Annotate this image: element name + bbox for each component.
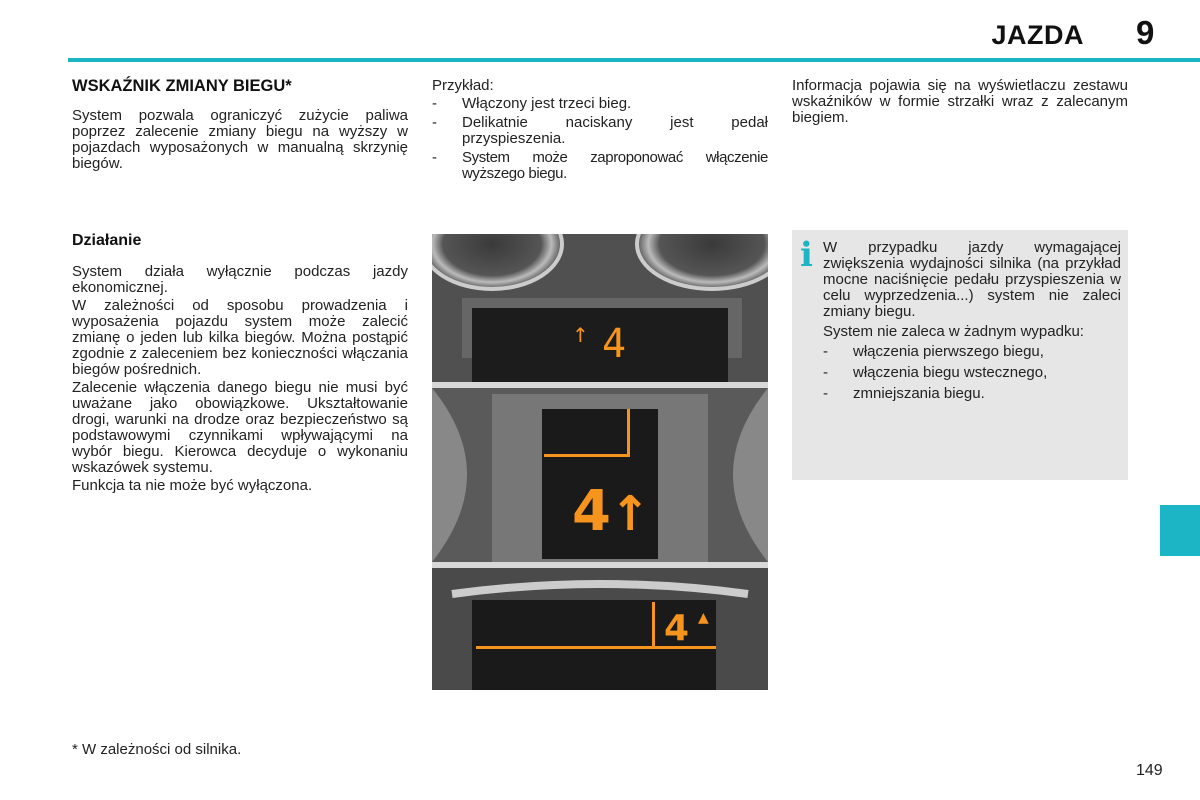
up-arrow-icon: ↑ [572, 323, 589, 347]
note-paragraph: W przypadku jazdy wymagającej zwiększenia wydajności silnika (na przykład mocne naciśnięcie pedału przyspieszenia w celu wyprzedzenia...) system nie zaleci zmiany biegu. [823, 239, 1121, 320]
intro-paragraph: System pozwala ograniczyć zużycie paliwa poprzez zalecenie zmiany biegu na wyższy w pojazdach wyposażonych w manualną skrzynię biegów. [72, 107, 408, 172]
operation-paragraph: Funkcja ta nie może być wyłączona. [72, 477, 313, 494]
example-label: Przykład: [432, 77, 494, 94]
up-arrow-icon: ↑ [610, 486, 651, 542]
note-paragraph: System nie zaleca w żadnym wypadku: [823, 323, 1084, 340]
list-item: - Włączony jest trzeci bieg. [432, 95, 632, 112]
cluster-photo-middle [432, 388, 768, 562]
cluster-photo-top [432, 234, 768, 384]
list-item: - Delikatnie naciskany jest pedał przyspieszenia. [432, 114, 768, 147]
cluster-illustration [432, 234, 768, 690]
cluster-photo-bottom [432, 568, 768, 690]
list-item: - System może zaproponować włączenie wyższego biegu. [432, 149, 768, 182]
gear-digit-top: 4 [602, 321, 627, 367]
list-item: - włączenia pierwszego biegu, [823, 343, 1044, 360]
note-list [823, 344, 1121, 402]
photo-divider [432, 562, 768, 568]
header-rule [68, 58, 1200, 62]
chapter-number: 9 [1136, 14, 1155, 51]
subheading-operation: Działanie [72, 232, 142, 249]
photo-divider [432, 382, 768, 388]
chapter-title: JAZDA [991, 20, 1084, 50]
gear-digit-bottom: 4 [664, 608, 690, 649]
info-icon: i [800, 235, 813, 275]
gear-digit-middle: 4 [572, 479, 611, 544]
page-number: 149 [1136, 762, 1163, 779]
instrument-cluster-photos [432, 234, 768, 690]
operation-paragraph: System działa wyłącznie podczas jazdy ekonomicznej. [72, 263, 408, 296]
operation-paragraph: Zalecenie włączenia danego biegu nie musi być uważane jako obowiązkowe. Ukształtowanie drogi, warunki na drodze oraz bezpieczeństwo są podstawowymi czynnikami wpływającymi na wybór biegu. Kierowca decyduje o wykonaniu wskazówek systemu. [72, 379, 408, 476]
list-item: - zmniejszania biegu. [823, 385, 985, 402]
operation-text [72, 264, 408, 496]
column-2 [432, 78, 768, 185]
display-info-paragraph: Informacja pojawia się na wyświetlaczu zestawu wskaźników w formie strzałki wraz z zalecanym biegiem. [792, 77, 1128, 126]
info-note [792, 230, 1128, 480]
list-item: - włączenia biegu wstecznego, [823, 364, 1048, 381]
operation-paragraph: W zależności od sposobu prowadzenia i wyposażenia pojazdu system może zalecić zmianę o jeden lub kilka biegów. Można postąpić zgodnie z zaleceniem bez konieczności włączania biegów pośrednich. [72, 297, 408, 378]
chapter-side-tab[interactable] [1160, 505, 1200, 556]
example-list [432, 96, 768, 182]
column-1 [72, 78, 408, 172]
section-heading: WSKAŹNIK ZMIANY BIEGU* [72, 77, 292, 95]
column-3 [792, 78, 1128, 126]
up-triangle-icon: ▲ [698, 610, 709, 626]
footnote: * W zależności od silnika. [72, 741, 242, 758]
